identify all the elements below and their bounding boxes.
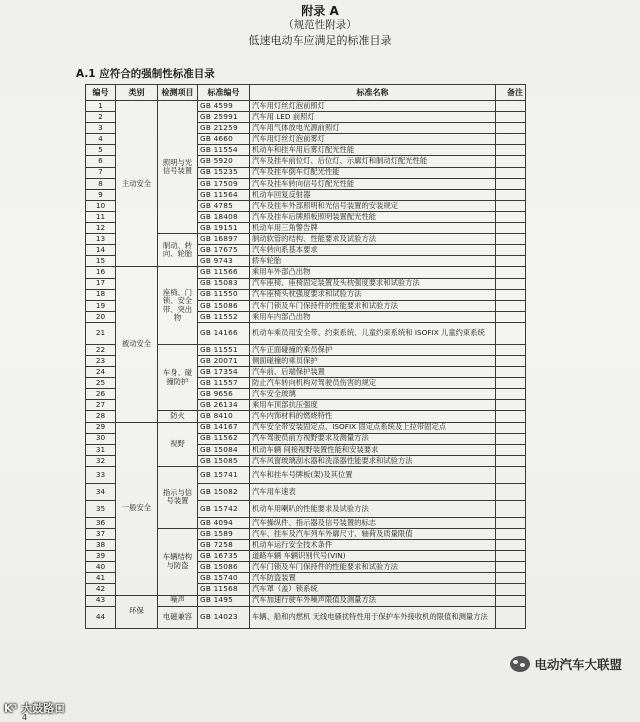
header-no: 编号 (86, 85, 116, 101)
remark-cell (496, 455, 526, 466)
test-item-cell: 视野 (158, 422, 198, 466)
standard-name: 汽车及挂车后牌照板照明装置配光性能 (250, 211, 496, 222)
standard-name: 机动车回复反射器 (250, 189, 496, 200)
standard-name: 汽车和挂车号牌板(架)及其位置 (250, 466, 496, 483)
standard-number: GB 17509 (198, 178, 250, 189)
standard-name: 汽车驾驶员前方视野要求及测量方法 (250, 433, 496, 444)
remark-cell (496, 562, 526, 573)
remark-cell (496, 500, 526, 517)
standard-number: GB 15082 (198, 483, 250, 500)
row-number: 39 (86, 551, 116, 562)
table-row (86, 422, 526, 433)
standard-name: 防止汽车转向机构对驾驶员伤害的规定 (250, 378, 496, 389)
corner-watermark: K³ 大鼓路口 (4, 702, 66, 715)
remark-cell (496, 517, 526, 528)
remark-cell (496, 267, 526, 278)
standard-name: 乘用车外部凸出物 (250, 267, 496, 278)
row-number: 15 (86, 256, 116, 267)
standard-number: GB 17675 (198, 245, 250, 256)
remark-cell (496, 466, 526, 483)
standard-number: GB 11566 (198, 267, 250, 278)
test-item-cell: 照明与光信号装置 (158, 101, 198, 234)
remark-cell (496, 311, 526, 322)
standard-name: 机动车辆 间接视野装置性能和安装要求 (250, 444, 496, 455)
standard-number: GB 4660 (198, 134, 250, 145)
remark-cell (496, 256, 526, 267)
remark-cell (496, 322, 526, 344)
normative-label: （规范性附录） (283, 19, 357, 31)
standard-name: 汽车及挂车外部照明和光信号装置的安装规定 (250, 200, 496, 211)
remark-cell (496, 355, 526, 366)
row-number: 11 (86, 211, 116, 222)
standard-name: 汽车用灯丝灯泡前照灯 (250, 101, 496, 112)
test-item-cell: 防火 (158, 411, 198, 422)
row-number: 21 (86, 322, 116, 344)
row-number: 31 (86, 444, 116, 455)
header-remark: 备注 (496, 85, 526, 101)
row-number: 30 (86, 433, 116, 444)
standard-number: GB 11554 (198, 145, 250, 156)
test-item-cell: 指示与信号装置 (158, 466, 198, 528)
standard-number: GB 15742 (198, 500, 250, 517)
category-cell: 一般安全 (116, 422, 158, 595)
row-number: 28 (86, 411, 116, 422)
standard-number: GB 8410 (198, 411, 250, 422)
standard-number: GB 1589 (198, 529, 250, 540)
standard-name: 侧面碰撞的乘员保护 (250, 355, 496, 366)
standard-number: GB 11564 (198, 189, 250, 200)
standard-number: GB 5920 (198, 156, 250, 167)
remark-cell (496, 234, 526, 245)
remark-cell (496, 245, 526, 256)
table-row (86, 101, 526, 112)
remark-cell (496, 389, 526, 400)
standard-name: 汽车加速行驶车外噪声限值及测量方法 (250, 595, 496, 606)
page-number: 4 (22, 713, 28, 722)
standards-table (85, 84, 526, 629)
remark-cell (496, 444, 526, 455)
row-number: 24 (86, 367, 116, 378)
standard-number: GB 14023 (198, 606, 250, 628)
row-number: 10 (86, 200, 116, 211)
standard-number: GB 16735 (198, 551, 250, 562)
remark-cell (496, 529, 526, 540)
standard-number: GB 15083 (198, 278, 250, 289)
row-number: 6 (86, 156, 116, 167)
standard-name: 汽车用车速表 (250, 483, 496, 500)
watermark-text: 电动汽车大联盟 (534, 657, 622, 672)
remark-cell (496, 145, 526, 156)
row-number: 19 (86, 300, 116, 311)
row-number: 26 (86, 389, 116, 400)
standard-number: GB 14166 (198, 322, 250, 344)
remark-cell (496, 378, 526, 389)
row-number: 42 (86, 584, 116, 595)
remark-cell (496, 156, 526, 167)
standard-name: 汽车防盗装置 (250, 573, 496, 584)
row-number: 14 (86, 245, 116, 256)
category-cell: 主动安全 (116, 101, 158, 267)
test-item-cell: 车身、碰撞防护 (158, 344, 198, 411)
standard-name: 汽车用灯丝灯泡前雾灯 (250, 134, 496, 145)
wechat-logo-icon (510, 656, 530, 672)
section-heading: A.1 应符合的强制性标准目录 (76, 68, 215, 80)
standard-number: GB 9743 (198, 256, 250, 267)
standard-name: 汽车转向系基本要求 (250, 245, 496, 256)
document-title: 低速电动车应满足的标准目录 (248, 34, 392, 47)
standard-name: 机动车和挂车用后雾灯配光性能 (250, 145, 496, 156)
remark-cell (496, 189, 526, 200)
test-item-cell: 噪声 (158, 595, 198, 606)
standard-number: GB 9656 (198, 389, 250, 400)
row-number: 44 (86, 606, 116, 628)
standard-number: GB 4599 (198, 101, 250, 112)
row-number: 29 (86, 422, 116, 433)
header-std-name: 标准名称 (250, 85, 496, 101)
standard-number: GB 15740 (198, 573, 250, 584)
test-item-cell: 电磁兼容 (158, 606, 198, 628)
row-number: 37 (86, 529, 116, 540)
standard-name: 汽车及挂车前位灯、后位灯、示廓灯和制动灯配光性能 (250, 156, 496, 167)
remark-cell (496, 178, 526, 189)
remark-cell (496, 223, 526, 234)
remark-cell (496, 606, 526, 628)
row-number: 12 (86, 223, 116, 234)
standard-number: GB 14167 (198, 422, 250, 433)
header-std-no: 标准编号 (198, 85, 250, 101)
standard-name: 机动车用三角警告牌 (250, 223, 496, 234)
remark-cell (496, 167, 526, 178)
remark-cell (496, 112, 526, 123)
standard-number: GB 11568 (198, 584, 250, 595)
remark-cell (496, 551, 526, 562)
standard-number: GB 11562 (198, 433, 250, 444)
row-number: 20 (86, 311, 116, 322)
standard-number: GB 18408 (198, 211, 250, 222)
row-number: 18 (86, 289, 116, 300)
standard-name: 道路车辆 车辆识别代号(VIN) (250, 551, 496, 562)
row-number: 4 (86, 134, 116, 145)
standard-number: GB 11551 (198, 344, 250, 355)
standard-number: GB 19151 (198, 223, 250, 234)
header-category: 类别 (116, 85, 158, 101)
standard-name: 汽车前、后端保护装置 (250, 367, 496, 378)
standard-name: 汽车风窗玻璃刮水器和洗涤器性能要求和试验方法 (250, 455, 496, 466)
remark-cell (496, 400, 526, 411)
remark-cell (496, 123, 526, 134)
row-number: 16 (86, 267, 116, 278)
row-number: 32 (86, 455, 116, 466)
row-number: 27 (86, 400, 116, 411)
standard-name: 汽车门锁及车门保持件的性能要求和试验方法 (250, 562, 496, 573)
row-number: 43 (86, 595, 116, 606)
standard-number: GB 11550 (198, 289, 250, 300)
standard-name: 汽车门锁及车门保持件的性能要求和试验方法 (250, 300, 496, 311)
table-row (86, 595, 526, 606)
standard-name: 机动车用喇叭的性能要求及试验方法 (250, 500, 496, 517)
standard-number: GB 21259 (198, 123, 250, 134)
row-number: 8 (86, 178, 116, 189)
standard-name: 汽车用 LED 前照灯 (250, 112, 496, 123)
standard-number: GB 20071 (198, 355, 250, 366)
standard-name: 汽车内饰材料的燃烧特性 (250, 411, 496, 422)
remark-cell (496, 134, 526, 145)
row-number: 7 (86, 167, 116, 178)
category-cell: 被动安全 (116, 267, 158, 422)
row-number: 34 (86, 483, 116, 500)
standard-number: GB 15235 (198, 167, 250, 178)
standard-number: GB 15086 (198, 562, 250, 573)
standard-name: 汽车罩（盖）锁系统 (250, 584, 496, 595)
standard-name: 机动车运行安全技术条件 (250, 540, 496, 551)
row-number: 25 (86, 378, 116, 389)
standard-name: 汽车安全带安装固定点、ISOFIX 固定点系统及上拉带固定点 (250, 422, 496, 433)
table-row (86, 267, 526, 278)
test-item-cell: 车辆结构与防盗 (158, 529, 198, 596)
remark-cell (496, 422, 526, 433)
standard-name: 轿车轮胎 (250, 256, 496, 267)
standard-number: GB 25991 (198, 112, 250, 123)
appendix-label: 附录 A (301, 4, 339, 18)
row-number: 3 (86, 123, 116, 134)
watermark (510, 655, 622, 673)
row-number: 36 (86, 517, 116, 528)
row-number: 38 (86, 540, 116, 551)
remark-cell (496, 411, 526, 422)
standard-name: 乘用车内部凸出物 (250, 311, 496, 322)
row-number: 35 (86, 500, 116, 517)
row-number: 22 (86, 344, 116, 355)
standard-name: 制动软管的结构、性能要求及试验方法 (250, 234, 496, 245)
standard-number: GB 16897 (198, 234, 250, 245)
remark-cell (496, 101, 526, 112)
standard-number: GB 1495 (198, 595, 250, 606)
standard-number: GB 17354 (198, 367, 250, 378)
row-number: 33 (86, 466, 116, 483)
row-number: 2 (86, 112, 116, 123)
row-number: 13 (86, 234, 116, 245)
remark-cell (496, 433, 526, 444)
standard-number: GB 11552 (198, 311, 250, 322)
standard-number: GB 15741 (198, 466, 250, 483)
standard-number: GB 26134 (198, 400, 250, 411)
standard-name: 汽车操纵件、指示器及信号装置的标志 (250, 517, 496, 528)
table-body (86, 101, 526, 629)
standard-number: GB 15085 (198, 455, 250, 466)
remark-cell (496, 483, 526, 500)
remark-cell (496, 278, 526, 289)
remark-cell (496, 367, 526, 378)
standard-number: GB 4785 (198, 200, 250, 211)
category-cell: 环保 (116, 595, 158, 628)
remark-cell (496, 573, 526, 584)
test-item-cell: 座椅、门锁、安全带、突出物 (158, 267, 198, 344)
standard-name: 汽车及挂车倒车灯配光性能 (250, 167, 496, 178)
row-number: 5 (86, 145, 116, 156)
remark-cell (496, 540, 526, 551)
standard-name: 车辆、船和内燃机 无线电骚扰特性用于保护车外接收机的限值和测量方法 (250, 606, 496, 628)
standard-name: 机动车乘员用安全带、约束系统、儿童约束系统和 ISOFIX 儿童约束系统 (250, 322, 496, 344)
standard-name: 汽车正面碰撞的乘员保护 (250, 344, 496, 355)
standard-name: 汽车用气体放电光源前照灯 (250, 123, 496, 134)
remark-cell (496, 211, 526, 222)
standard-name: 汽车座椅头枕强度要求和试验方法 (250, 289, 496, 300)
remark-cell (496, 584, 526, 595)
header-item: 检测项目 (158, 85, 198, 101)
row-number: 41 (86, 573, 116, 584)
remark-cell (496, 344, 526, 355)
test-item-cell: 制动、转向、轮胎 (158, 234, 198, 267)
row-number: 40 (86, 562, 116, 573)
remark-cell (496, 595, 526, 606)
standard-name: 汽车安全玻璃 (250, 389, 496, 400)
standard-name: 汽车及挂车转向信号灯配光性能 (250, 178, 496, 189)
standard-number: GB 11557 (198, 378, 250, 389)
standard-number: GB 7258 (198, 540, 250, 551)
row-number: 17 (86, 278, 116, 289)
remark-cell (496, 200, 526, 211)
remark-cell (496, 289, 526, 300)
row-number: 9 (86, 189, 116, 200)
standard-name: 乘用车顶部抗压强度 (250, 400, 496, 411)
standard-number: GB 15084 (198, 444, 250, 455)
row-number: 1 (86, 101, 116, 112)
standard-name: 汽车座椅、座椅固定装置及头枕强度要求和试验方法 (250, 278, 496, 289)
standard-number: GB 15086 (198, 300, 250, 311)
remark-cell (496, 300, 526, 311)
standard-name: 汽车、挂车及汽车列车外廓尺寸、轴荷及质量限值 (250, 529, 496, 540)
row-number: 23 (86, 355, 116, 366)
standard-number: GB 4094 (198, 517, 250, 528)
